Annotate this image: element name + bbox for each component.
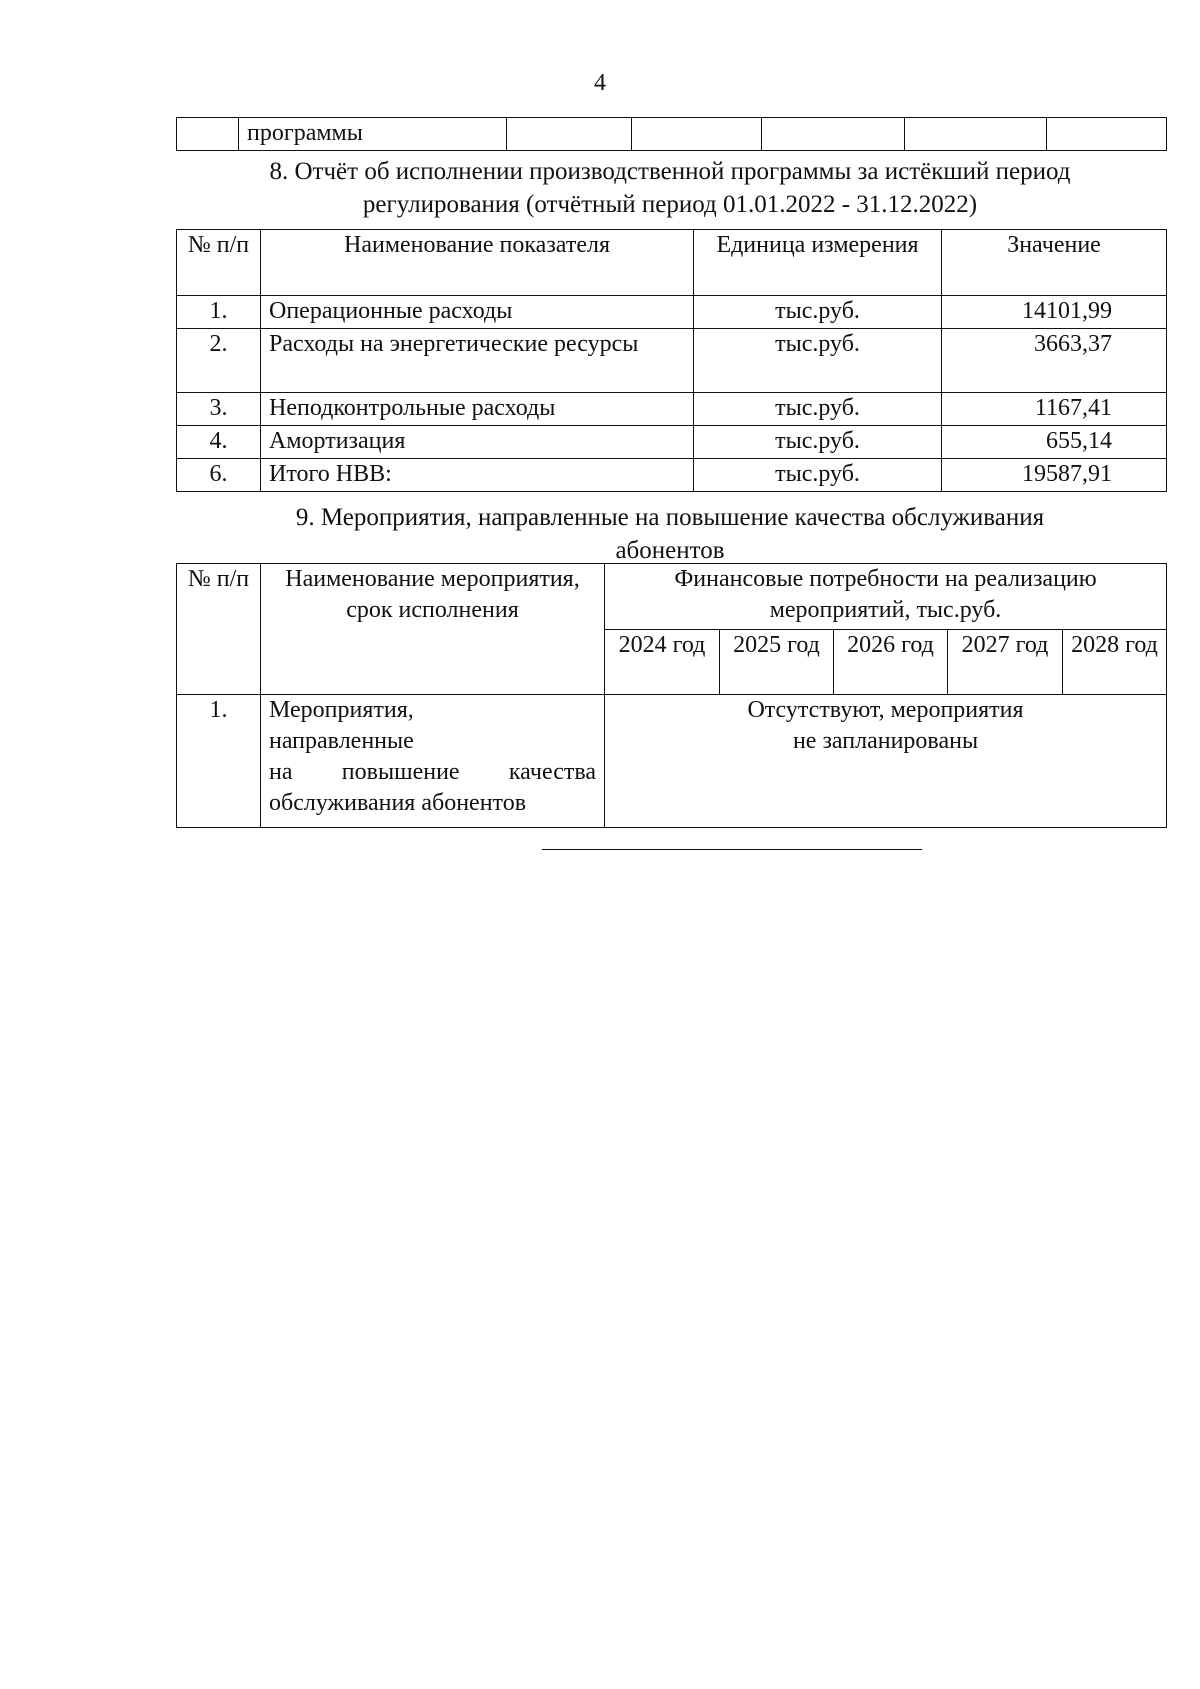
row-num: 4. [177,426,261,459]
row-note: Отсутствуют, мероприятия не запланированы [605,695,1167,828]
row-num: 3. [177,393,261,426]
report-table [176,229,1167,492]
row-value: 19587,91 [942,459,1167,492]
header-year: 2024 год [605,630,720,695]
table-row [177,393,1167,426]
section8-heading-line2: регулирования (отчётный период 01.01.2022 - 31.12.2022) [362,191,978,218]
continued-table [176,117,1167,151]
row-unit: тыс.руб. [694,426,942,459]
table-row [177,329,1167,393]
header-value: Значение [942,230,1167,296]
row-unit: тыс.руб. [694,296,942,329]
row-num: 1. [177,695,261,828]
section8-heading-line1: 8. Отчёт об исполнении производственной программы за истёкший период [269,158,1071,185]
row-num: 1. [177,296,261,329]
closing-rule [542,849,922,850]
row-value: 14101,99 [942,296,1167,329]
table-row [177,459,1167,492]
row-name: Мероприятия, направленные на повышение качества обслуживания абонентов [261,695,605,828]
table-cell: программы [239,118,507,151]
header-name: Наименование мероприятия, срок исполнения [261,564,605,695]
table-header-row [177,230,1167,296]
row-value: 1167,41 [942,393,1167,426]
section9-heading-line1: 9. Мероприятия, направленные на повышение качества обслуживания [295,504,1045,531]
header-year: 2025 год [720,630,834,695]
row-name: Неподконтрольные расходы [261,393,694,426]
row-name: Расходы на энергетические ресурсы [261,329,694,393]
row-name: Итого НВВ: [261,459,694,492]
header-year: 2026 год [834,630,948,695]
section9-heading-line2: абонентов [615,537,725,564]
section8-heading [175,155,1165,221]
row-value: 655,14 [942,426,1167,459]
header-year: 2027 год [948,630,1063,695]
header-name: Наименование показателя [261,230,694,296]
header-unit: Единица измерения [694,230,942,296]
header-num: № п/п [177,230,261,296]
table-row [177,426,1167,459]
row-num: 2. [177,329,261,393]
page-number: 4 [594,70,606,96]
row-unit: тыс.руб. [694,329,942,393]
table-row [177,118,1167,151]
row-unit: тыс.руб. [694,459,942,492]
row-value: 3663,37 [942,329,1167,393]
table-header-row [177,564,1167,630]
section9-heading [175,501,1165,567]
row-unit: тыс.руб. [694,393,942,426]
header-year: 2028 год [1063,630,1167,695]
header-finance: Финансовые потребности на реализацию мероприятий, тыс.руб. [605,564,1167,630]
table-row [177,695,1167,828]
table-row [177,296,1167,329]
row-num: 6. [177,459,261,492]
row-name: Амортизация [261,426,694,459]
header-num: № п/п [177,564,261,695]
row-name: Операционные расходы [261,296,694,329]
measures-table [176,563,1167,828]
